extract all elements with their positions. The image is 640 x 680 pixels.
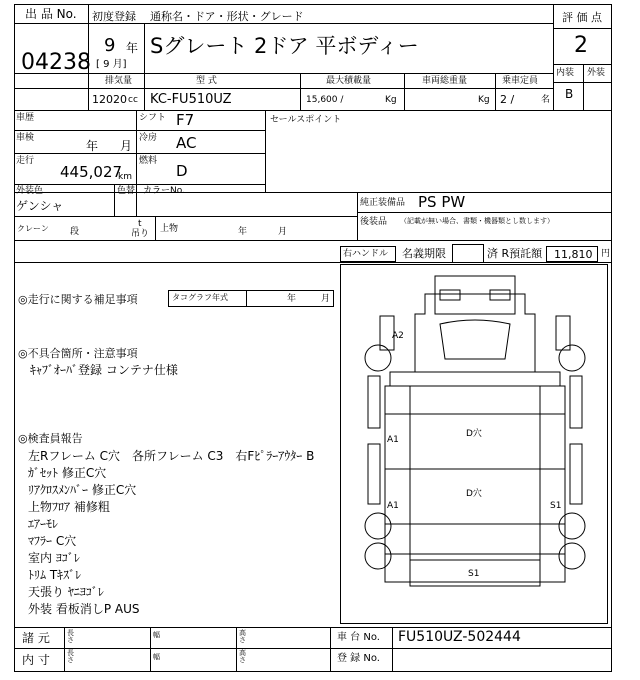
interior-grade: B — [565, 87, 574, 101]
mileage-unit: km — [118, 172, 132, 182]
displacement-label: 排気量 — [105, 76, 133, 86]
equipment-label: 純正装備品 — [360, 198, 406, 208]
type-value: KC-FU510UZ — [150, 92, 232, 107]
displacement-unit: cc — [128, 95, 138, 105]
inspector-report-lines — [28, 447, 338, 617]
capacity-label: 乗車定員 — [502, 76, 539, 86]
lot-label: 出 品 No. — [25, 7, 77, 21]
truck-top-view-diagram — [340, 264, 608, 624]
body-year: 年 — [238, 227, 248, 237]
damage-mark: A1 — [387, 501, 399, 511]
damage-mark: S1 — [468, 569, 480, 579]
damage-mark: S1 — [550, 501, 562, 511]
recycle-unit: 円 — [601, 249, 611, 259]
shift-value: F7 — [176, 111, 195, 129]
dimensions-label: 諸 元 — [22, 631, 50, 645]
ac-label: 冷房 — [139, 133, 158, 143]
type-label: 型 式 — [196, 76, 217, 86]
length-label: 長さ — [67, 629, 74, 644]
recycle-label: 済 R預託額 — [487, 247, 543, 260]
inspector-line: ﾘｱｸﾛｽﾒﾝﾊﾞｰ 修正C穴 — [28, 483, 137, 497]
mileage-label: 走行 — [16, 156, 35, 166]
first-reg-label: 初度登録 — [92, 10, 136, 23]
grade-label: 評 価 点 — [562, 11, 602, 24]
interior-label: 内装 — [556, 68, 575, 78]
tacho-year: 年 — [287, 294, 297, 304]
shift-label: シフト — [139, 113, 167, 123]
inspection-year: 年 — [86, 139, 99, 153]
color-code-label: カラーNo. — [143, 186, 185, 196]
right-handle-label: 右ハンドル — [343, 249, 389, 259]
inspector-line: 左Rフレーム C穴 各所フレーム C3 右Fﾋﾟﾗｰｱｳﾀｰ B — [28, 449, 315, 463]
crane-label: クレーン — [17, 224, 49, 233]
inspector-line: ｴｱｰﾓﾚ — [28, 517, 59, 531]
max-load-unit: Kg — [385, 95, 397, 105]
first-reg-month: [ 9 月] — [96, 59, 127, 70]
driving-notes-label: ◎走行に関する補足事項 — [18, 293, 138, 306]
max-load-label: 最大積載量 — [326, 76, 372, 86]
ext-color-value: ゲンシャ — [16, 199, 64, 213]
name-change-label: 名義期限 — [402, 247, 446, 260]
height-label: 高さ — [239, 629, 246, 644]
inspection-month: 月 — [120, 139, 133, 153]
exterior-label: 外装 — [587, 68, 606, 78]
fuel-value: D — [176, 162, 188, 180]
max-load-value: 15,600 / — [306, 95, 344, 105]
inspector-line: ﾄﾘﾑ Tｷｽﾞﾚ — [28, 568, 82, 582]
aftermarket-note: （記載が無い場合、書類・機器類とし数します） — [400, 217, 554, 225]
damage-mark: A2 — [392, 331, 404, 341]
model-name: Sグレート 2ドア 平ボディー — [150, 34, 419, 58]
fuel-label: 燃料 — [139, 156, 158, 166]
tacho-month: 月 — [321, 294, 331, 304]
inspection-label: 車検 — [16, 133, 35, 143]
recycle-amount: 11,810 — [554, 248, 593, 261]
damage-mark: D穴 — [466, 429, 482, 439]
height-label-2: 高さ — [239, 649, 246, 664]
width-label: 幅 — [153, 631, 160, 639]
inspector-label: ◎検査員報告 — [18, 432, 83, 445]
lot-number: 04238 — [21, 50, 91, 75]
history-label: 車歴 — [16, 113, 35, 123]
inspector-line: 上物ﾌﾛｱ 補修粗 — [28, 500, 110, 514]
aftermarket-label: 後装品 — [360, 217, 388, 227]
first-reg-year-unit: 年 — [126, 41, 139, 55]
chassis-number: FU510UZ-502444 — [398, 629, 521, 645]
ac-value: AC — [176, 134, 197, 152]
inspector-line: 外装 看板消しP AUS — [28, 602, 140, 616]
inspector-line: ｶﾞｾｯﾄ 修正C穴 — [28, 466, 107, 480]
model-label: 通称名・ドア・形状・グレード — [150, 10, 304, 23]
crane-stage: 段 — [70, 227, 80, 237]
chassis-label: 車 台 No. — [337, 632, 380, 643]
displacement-value: 12020 — [92, 93, 127, 106]
equipment-value: PS PW — [418, 193, 466, 211]
damage-mark: D穴 — [466, 489, 482, 499]
body-label: 上物 — [160, 224, 179, 234]
tacho-label: タコグラフ年式 — [172, 293, 228, 302]
ext-color-label: 外装色 — [16, 186, 44, 196]
interior-dims-label: 内 寸 — [22, 653, 50, 667]
defects-text: ｷｬﾌﾞｵｰﾊﾞ登録 コンテナ仕様 — [30, 363, 178, 377]
gross-weight-label: 車両総重量 — [422, 76, 468, 86]
capacity-unit: 名 — [541, 95, 551, 105]
gross-weight-unit: Kg — [478, 95, 490, 105]
crane-lift: 吊り — [131, 229, 150, 239]
crane-ton: t — [138, 219, 142, 229]
inspector-line: 天張り ﾔﾆﾖｺﾞﾚ — [28, 585, 104, 599]
sales-point-label: セールスポイント — [270, 115, 342, 125]
registration-label: 登 録 No. — [337, 653, 380, 664]
mileage-value: 445,027 — [60, 163, 123, 181]
damage-mark: A1 — [387, 435, 399, 445]
defects-label: ◎不具合箇所・注意事項 — [18, 347, 138, 360]
capacity-value: 2 / — [500, 93, 515, 106]
overall-grade: 2 — [574, 33, 588, 58]
width-label-2: 幅 — [153, 653, 160, 661]
color-change-label: 色替 — [117, 186, 136, 196]
first-reg-year: 9 — [104, 35, 116, 56]
length-label-2: 長さ — [67, 649, 74, 664]
inspector-line: ﾏﾌﾗｰ C穴 — [28, 534, 77, 548]
body-month: 月 — [278, 227, 288, 237]
inspector-line: 室内 ﾖｺﾞﾚ — [28, 551, 80, 565]
